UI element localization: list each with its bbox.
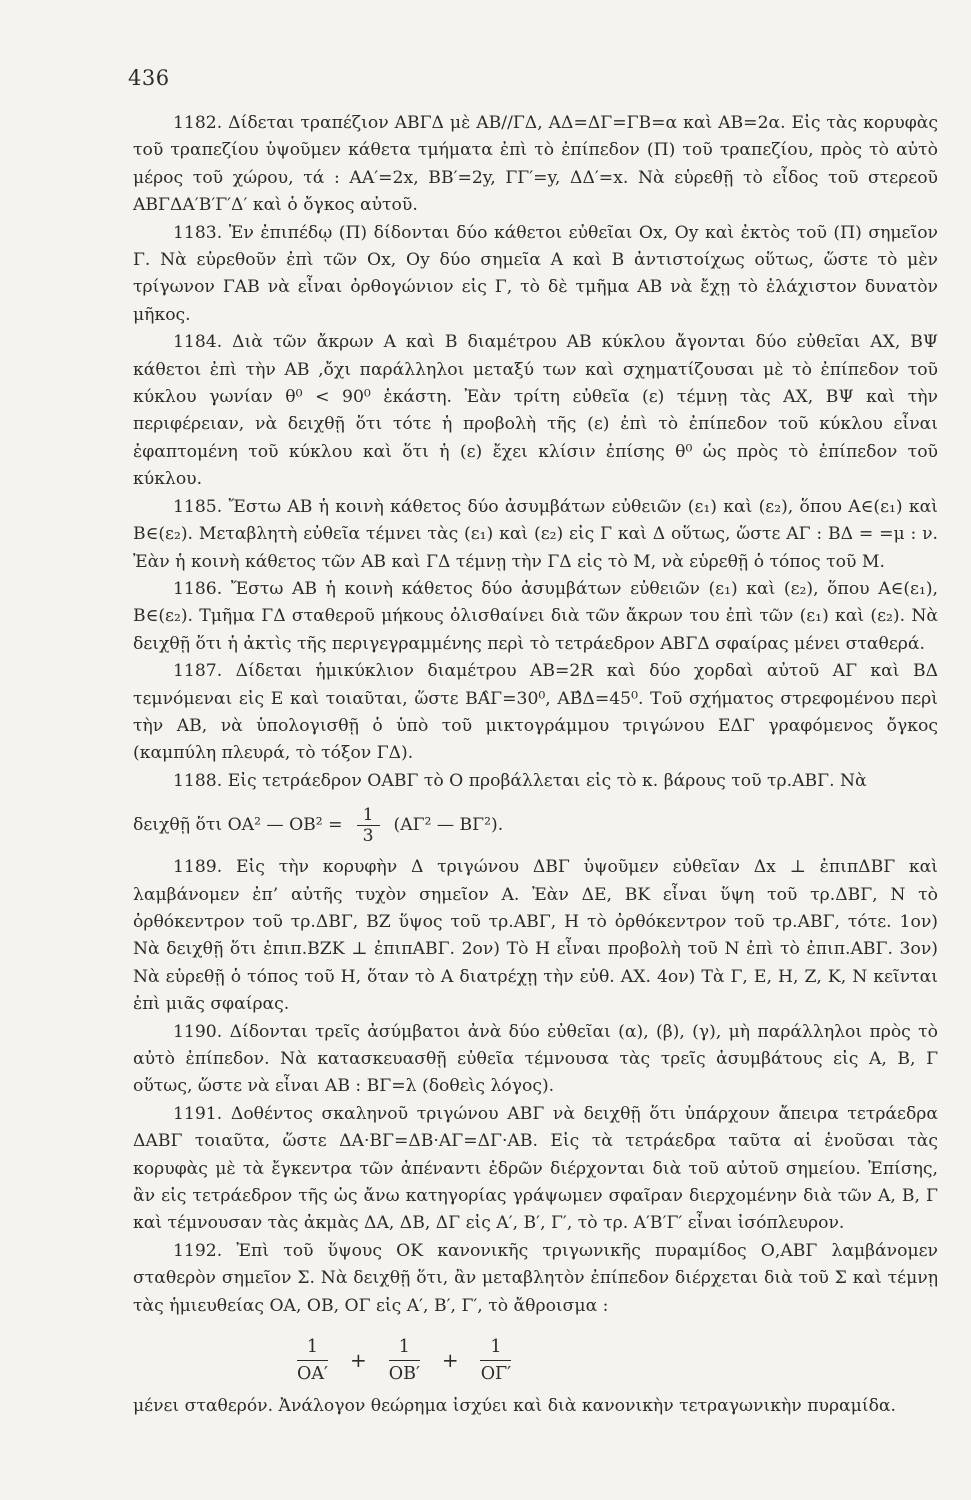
problem-text: Διὰ τῶν ἄκρων Α καὶ Β διαμέτρου ΑΒ κύκλου ἄγονται δύο εὐθεῖαι ΑΧ, ΒΨ κάθετοι ἐπὶ τὴν ΑΒ ,ὄχι παράλληλοι μεταξύ των καὶ σχηματίζουσαι μὲ τὸ ἐπίπεδον τοῦ κύκλου γωνίαν θ⁰ < 90⁰ ἑκάστη. Ἐὰν τρίτη εὐθεῖα (ε) τέμνῃ τὰς ΑΧ, ΒΨ καὶ τὴν περιφέρειαν, νὰ δειχθῇ ὅτι τότε ἡ προβολὴ τῆς (ε) ἐπὶ τὸ ἐπίπεδον τοῦ κύκλου εἶναι ἐφαπτομένη τοῦ κύκλου καὶ ὅτι ἡ (ε) ἔχει κλίσιν ἐπίσης θ⁰ ὡς πρὸς τὸ ἐπίπεδον τοῦ κύκλου.: [133, 332, 938, 490]
fraction-denominator: ΟΓ′: [480, 1364, 512, 1385]
problem-1187: [133, 658, 938, 768]
plus-sign: +: [349, 1347, 367, 1372]
problem-number: 1184.: [173, 332, 223, 353]
fraction-oa: [287, 1334, 338, 1387]
formula-1192-sum: [283, 1334, 938, 1387]
problem-text: Ἔστω ΑΒ ἡ κοινὴ κάθετος δύο ἀσυμβάτων εὐθειῶν (ε₁) καὶ (ε₂), ὅπου Α∈(ε₁) καὶ Β∈(ε₂). Μεταβλητὴ εὐθεῖα τέμνει τὰς (ε₁) καὶ (ε₂) εἰς Γ καὶ Δ οὕτως, ὥστε ΑΓ : ΒΔ = =μ : ν. Ἐὰν ἡ κοινὴ κάθετος τῶν ΑΒ καὶ ΓΔ τέμνῃ τὴν ΓΔ εἰς τὸ Μ, νὰ εὑρεθῇ ὁ τόπος τοῦ Μ.: [133, 496, 938, 572]
problem-text: Δίδονται τρεῖς ἀσύμβατοι ἀνὰ δύο εὐθεῖαι (α), (β), (γ), μὴ παράλληλοι πρὸς τὸ αὐτὸ ἐπίπεδον. Νὰ κατασκευασθῇ εὐθεῖα τέμνουσα τὰς τρεῖς ἀσυμβάτους εἰς Α, Β, Γ οὕτως, ὥστε νὰ εἶναι ΑΒ : ΒΓ=λ (δοθεὶς λόγος).: [133, 1021, 939, 1097]
problem-number: 1183.: [173, 222, 223, 243]
fraction-numerator: 1: [389, 1334, 420, 1361]
problem-1182: [133, 110, 938, 220]
problem-number: 1187.: [173, 661, 223, 682]
page-number: 436: [128, 66, 170, 90]
fraction-numerator: 1: [297, 1334, 328, 1361]
fraction-numerator: 1: [480, 1334, 511, 1361]
problem-text: Ἐν ἐπιπέδῳ (Π) δίδονται δύο κάθετοι εὐθεῖαι Οx, Oy καὶ ἐκτὸς τοῦ (Π) σημεῖον Γ. Νὰ εὑρεθοῦν ἐπὶ τῶν Οx, Oy δύο σημεῖα Α καὶ Β ἀντιστοίχως οὕτως, ὥστε τὸ μὲν τρίγωνον ΓΑΒ νὰ εἶναι ὀρθογώνιον εἰς Γ, τὸ δὲ τμῆμα ΑΒ νὰ ἔχῃ τὸ ἐλάχιστον δυνατὸν μῆκος.: [133, 222, 938, 325]
problem-1192: [133, 1238, 938, 1320]
problem-number: 1185.: [173, 496, 223, 517]
problem-1185: [133, 494, 938, 576]
problem-1184: [133, 329, 938, 493]
plus-sign: +: [441, 1347, 459, 1372]
problem-number: 1190.: [173, 1021, 223, 1042]
problem-1183: [133, 220, 938, 330]
problem-number: 1189.: [173, 857, 223, 878]
fraction-one-third: [357, 805, 380, 846]
problem-1186: [133, 576, 938, 658]
problem-text: Εἰς τετράεδρον ΟΑΒΓ τὸ Ο προβάλλεται εἰς τὸ κ. βάρους τοῦ τρ.ΑΒΓ. Νὰ: [227, 770, 867, 791]
problem-number: 1192.: [173, 1240, 223, 1261]
problem-number: 1191.: [173, 1103, 223, 1124]
closing-sentence: μένει σταθερόν. Ἀνάλογον θεώρημα ἰσχύει καὶ διὰ κανονικὴν τετραγωνικὴν πυραμίδα.: [133, 1396, 896, 1417]
problem-1189: [133, 854, 938, 1018]
fraction-denominator: 3: [362, 826, 374, 847]
problem-text: Δίδεται τραπέζιον ΑΒΓΔ μὲ ΑΒ//ΓΔ, ΑΔ=ΔΓ=ΓΒ=α καὶ ΑΒ=2α. Εἰς τὰς κορυφὰς τοῦ τραπεζίου ὑψοῦμεν κάθετα τμήματα ἐπὶ τὸ ἐπίπεδον (Π) τοῦ τραπεζίου, πρὸς τὸ αὐτὸ μέρος τοῦ χώρου, τά : ΑΑ′=2x, ΒΒ′=2y, ΓΓ′=y, ΔΔ′=x. Νὰ εὑρεθῇ τὸ εἶδος τοῦ στερεοῦ ΑΒΓΔΑ′Β′Γ′Δ′ καὶ ὁ ὄγκος αὐτοῦ.: [133, 113, 938, 216]
problem-number: 1186.: [173, 578, 223, 599]
problem-text: Δοθέντος σκαληνοῦ τριγώνου ΑΒΓ νὰ δειχθῇ ὅτι ὑπάρχουν ἄπειρα τετράεδρα ΔΑΒΓ τοιαῦτα, ὥστε ΔΑ·ΒΓ=ΔΒ·ΑΓ=ΔΓ·ΑΒ. Εἰς τὰ τετράεδρα ταῦτα αἱ ἑνοῦσαι τὰς κορυφὰς μὲ τὰ ἔγκεντρα τῶν ἀπέναντι ἑδρῶν διέρχονται διὰ τοῦ αὐτοῦ σημείου. Ἐπίσης, ἂν εἰς τετράεδρον τῆς ὡς ἄνω κατηγορίας γράψωμεν σφαῖραν διερχομένην διὰ τῶν Α, Β, Γ καὶ τέμνουσαν τὰς ἀκμὰς ΔΑ, ΔΒ, ΔΓ εἰς Α′, Β′, Γ′, τὸ τρ. Α′Β′Γ′ εἶναι ἰσόπλευρον.: [133, 1103, 938, 1234]
fraction-numerator: 1: [357, 805, 380, 826]
problem-1191: [133, 1101, 938, 1238]
fraction-denominator: ΟΒ′: [388, 1364, 420, 1385]
fraction-denominator: ΟΑ′: [297, 1364, 328, 1385]
problem-1188: [133, 768, 938, 795]
formula-1188: [133, 805, 938, 846]
problem-text: Εἰς τὴν κορυφὴν Δ τριγώνου ΔΒΓ ὑψοῦμεν εὐθεῖαν Δx ⊥ ἐπιπΔΒΓ καὶ λαμβάνομεν ἐπ’ αὐτῆς τυχὸν σημεῖον Α. Ἐὰν ΔΕ, ΒΚ εἶναι ὕψη τοῦ τρ.ΔΒΓ, Ν τὸ ὀρθόκεντρον τοῦ τρ.ΔΒΓ, ΒΖ ὕψος τοῦ τρ.ΑΒΓ, Η τὸ ὀρθόκεντρον τοῦ τρ.ΑΒΓ, τότε. 1ον) Νὰ δειχθῇ ὅτι ἐπιπ.ΒΖΚ ⊥ ἐπιπΑΒΓ. 2ον) Τὸ Η εἶναι προβολὴ τοῦ Ν ἐπὶ τὸ ἐπιπ.ΑΒΓ. 3ον) Νὰ εὑρεθῇ ὁ τόπος τοῦ Η, ὅταν τὸ Α διατρέχῃ τὴν εὐθ. ΑΧ. 4ον) Τὰ Γ, Ε, Η, Ζ, Κ, Ν κεῖνται ἐπὶ μιᾶς σφαίρας.: [133, 857, 938, 1015]
text-body: [133, 110, 938, 1438]
fraction-og: [471, 1334, 521, 1387]
problem-text: Ἔστω ΑΒ ἡ κοινὴ κάθετος δύο ἀσυμβάτων εὐθειῶν (ε₁) καὶ (ε₂), ὅπου Α∈(ε₁), Β∈(ε₂). Τμῆμα ΓΔ σταθεροῦ μήκους ὀλισθαίνει διὰ τῶν ἄκρων του ἐπὶ τῶν (ε₁) καὶ (ε₂). Νὰ δειχθῇ ὅτι ἡ ἀκτὶς τῆς περιγεγραμμένης περὶ τὸ τετράεδρον ΑΒΓΔ σφαίρας μένει σταθερά.: [133, 578, 939, 654]
formula-suffix: (ΑΓ² — ΒΓ²).: [393, 814, 504, 835]
problem-text: Ἐπὶ τοῦ ὕψους ΟΚ κανονικῆς τριγωνικῆς πυραμίδος Ο,ΑΒΓ λαμβάνομεν σταθερὸν σημεῖον Σ. Νὰ δειχθῇ ὅτι, ἂν μεταβλητὸν ἐπίπεδον διέρχεται διὰ τοῦ Σ καὶ τέμνῃ τὰς ἡμιευθείας ΟΑ, ΟΒ, ΟΓ εἰς Α′, Β′, Γ′, τὸ ἄθροισμα :: [133, 1240, 938, 1316]
problem-number: 1182.: [173, 113, 223, 133]
fraction-ob: [379, 1334, 430, 1387]
problem-text: Δίδεται ἡμικύκλιον διαμέτρου ΑΒ=2R καὶ δύο χορδαὶ αὐτοῦ ΑΓ καὶ ΒΔ τεμνόμεναι εἰς Ε καὶ τοιαῦται, ὥστε ΒΑ̂Γ=30⁰, ΑΒ̂Δ=45⁰. Τοῦ σχήματος στρεφομένου περὶ τὴν ΑΒ, νὰ ὑπολογισθῇ ὁ ὑπὸ τοῦ μικτογράμμου τριγώνου ΕΔΓ γραφόμενος ὄγκος (καμπύλη πλευρά, τὸ τόξον ΓΔ).: [133, 661, 939, 764]
problem-1190: [133, 1019, 938, 1101]
formula-prefix: δειχθῇ ὅτι ΟΑ² — ΟΒ² =: [133, 814, 343, 835]
problem-number: 1188.: [173, 770, 223, 791]
